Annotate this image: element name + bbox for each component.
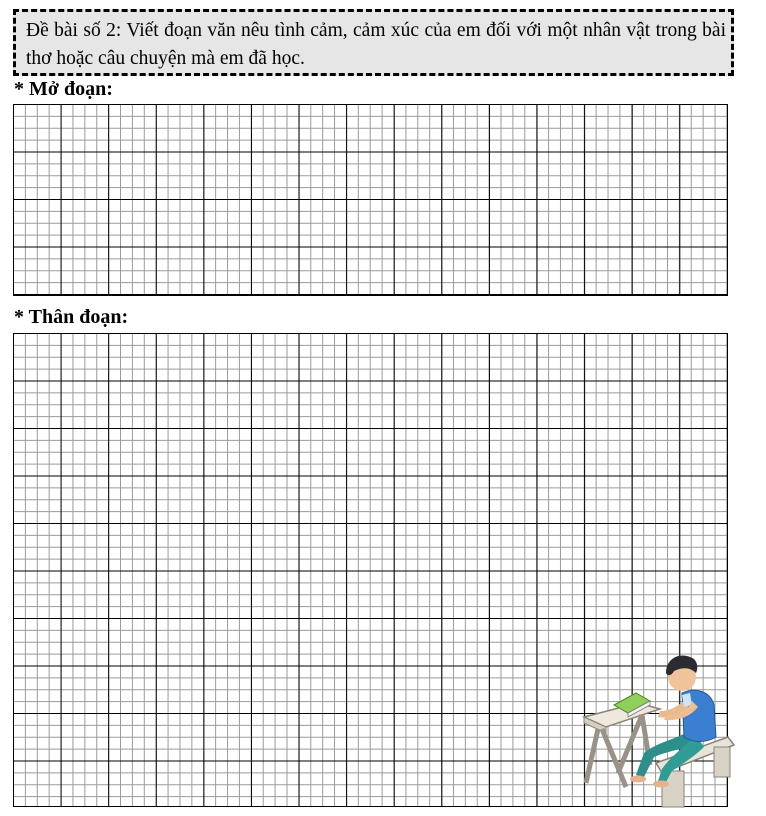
boy-reading-illustration xyxy=(578,645,738,810)
opening-writing-grid[interactable] xyxy=(13,104,728,296)
prompt-text: Đề bài số 2: Viết đoạn văn nêu tình cảm, cảm xúc của em đối với một nhân vật trong bài thơ hoặc câu chuyện mà em đã học. xyxy=(26,20,726,69)
prompt-box xyxy=(13,9,734,76)
body-heading: * Thân đoạn: xyxy=(14,306,129,328)
opening-heading: * Mở đoạn: xyxy=(14,78,113,100)
